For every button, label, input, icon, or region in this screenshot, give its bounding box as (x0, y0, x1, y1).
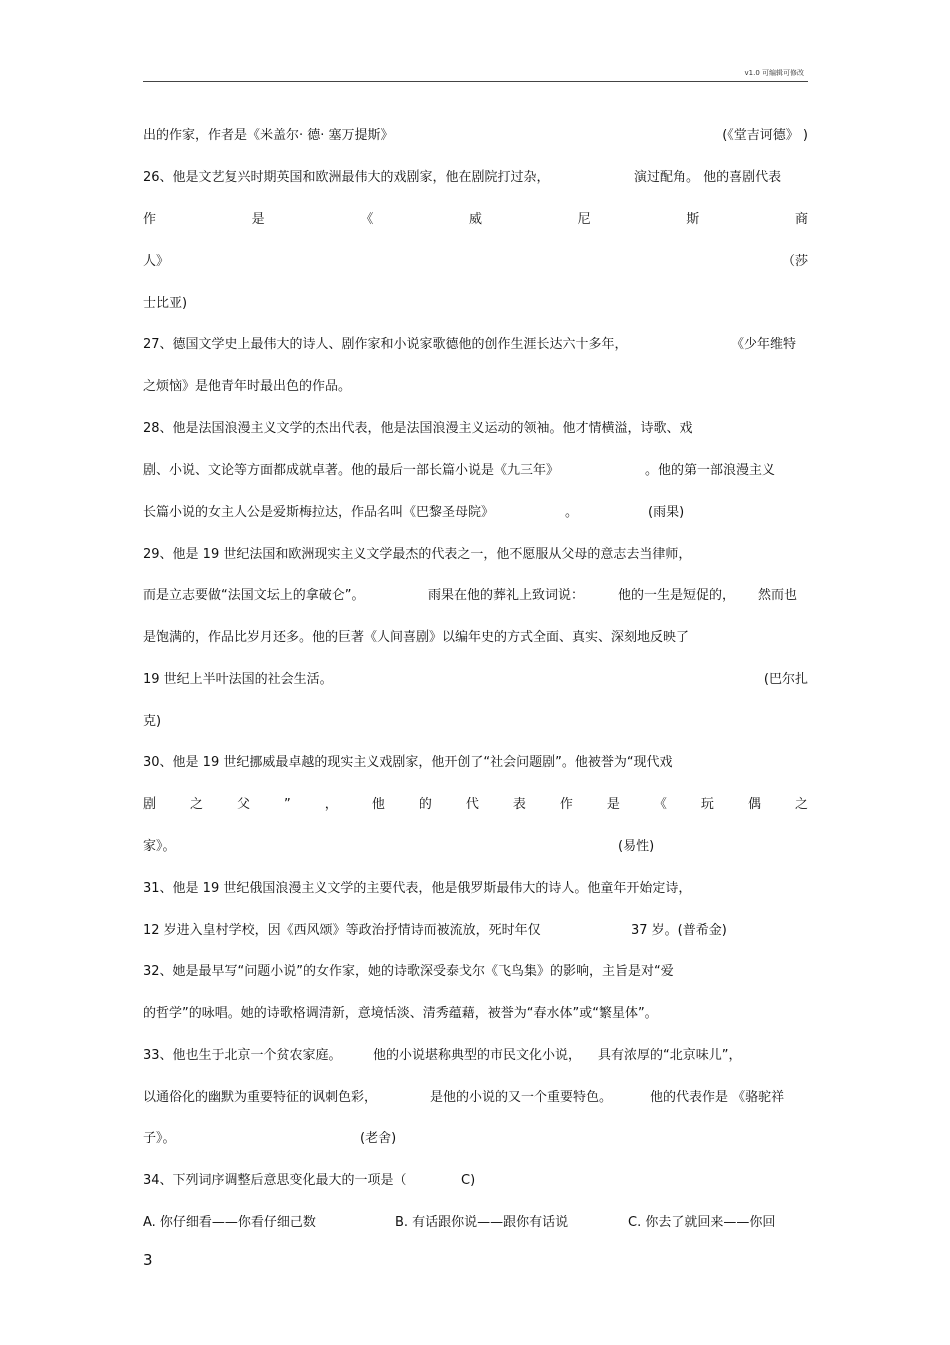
line-text: 34、下列词序调整后意思变化最大的一项是（ (143, 1173, 407, 1188)
text-line (143, 125, 808, 147)
char: 之 (794, 797, 808, 812)
text-line (143, 752, 808, 774)
page-number: 3 (143, 1251, 153, 1269)
text-line (143, 1212, 808, 1234)
text-line (143, 961, 808, 983)
line-text: 19 世纪上半叶法国的社会生活。 (143, 672, 333, 687)
text-line (143, 502, 808, 524)
line-text: 27、德国文学史上最伟大的诗人、剧作家和小说家歌德他的创作生涯长达六十多年， (143, 337, 628, 352)
line-text: 33、他也生于北京一个贫农家庭。 (143, 1048, 342, 1063)
text-line (143, 627, 808, 649)
line-text-cont: 他的小说堪称典型的市民文化小说， (373, 1048, 582, 1063)
char: ” (284, 797, 291, 812)
line-text-cont: 然而也 (758, 588, 798, 603)
line-text-answer: C) (461, 1173, 476, 1188)
text-line (143, 293, 808, 315)
line-text-cont: 是他的小说的又一个重要特色。 (430, 1090, 613, 1105)
line-text: 31、他是 19 世纪俄国浪漫主义文学的主要代表，他是俄罗斯最伟大的诗人。他童年开始定诗， (143, 881, 692, 896)
line-text: 12 岁进入皇村学校，因《西风颂》等政治抒情诗而被流放，死时年仅 (143, 923, 541, 938)
line-text-answer: (雨果) (648, 505, 685, 520)
line-text: 的哲学”的咏唱。她的诗歌格调清新，意境恬淡、清秀蕴藉，被誉为“春水体”或“繁星体”。 (143, 1006, 658, 1021)
text-line (143, 376, 808, 398)
line-text: 30、他是 19 世纪挪威最卓越的现实主义戏剧家，他开创了“社会问题剧”。他被誉为“现代戏 (143, 755, 673, 770)
char: 剧 (143, 797, 157, 812)
text-line (143, 544, 808, 566)
line-text-answer: (老舍) (360, 1131, 397, 1146)
line-text: 32、她是最早写“问题小说”的女作家，她的诗歌深受泰戈尔《飞鸟集》的影响，主旨是对“爱 (143, 964, 674, 979)
line-text-cont: 。他的第一部浪漫主义 (645, 463, 776, 478)
line-text: 人》 (143, 254, 170, 269)
text-line (143, 460, 808, 482)
line-text-answer: (《堂吉诃德》 ) (722, 128, 808, 143)
line-text: 士比亚) (143, 296, 188, 311)
line-text-cont: 雨果在他的葬礼上致词说： (428, 588, 585, 603)
text-line (143, 878, 808, 900)
line-text: 26、他是文艺复兴时期英国和欧洲最伟大的戏剧家，他在剧院打过杂， (143, 170, 550, 185)
text-line (143, 920, 808, 942)
line-text-answer: (易性) (618, 839, 655, 854)
char: 父 (237, 797, 251, 812)
text-line (143, 1170, 808, 1192)
line-text-cont: 。 (565, 505, 579, 520)
char: 作 (559, 797, 573, 812)
line-text: 剧、小说、文论等方面都成就卓著。他的最后一部长篇小说是《九三年》 (143, 463, 560, 478)
line-text-cont: 他的代表作是 《骆驼祥 (650, 1090, 785, 1105)
text-line-justified (143, 794, 808, 816)
char: 代 (465, 797, 479, 812)
text-line (143, 167, 808, 189)
text-line (143, 251, 808, 273)
text-line (143, 418, 808, 440)
line-text: 长篇小说的女主人公是爱斯梅拉达，作品名叫《巴黎圣母院》 (143, 505, 495, 520)
line-text: 克) (143, 714, 162, 729)
char: 的 (418, 797, 432, 812)
text-line (143, 669, 808, 691)
text-line-justified (143, 209, 808, 231)
char: 表 (512, 797, 526, 812)
line-text-cont: 《少年维特 (731, 337, 797, 352)
line-text: 以通俗化的幽默为重要特征的讽刺色彩， (143, 1090, 378, 1105)
line-text: 出的作家，作者是《米盖尔· 德· 塞万提斯》 (143, 128, 394, 143)
char: 《 (360, 212, 374, 227)
char: 偶 (747, 797, 761, 812)
text-line (143, 1087, 808, 1109)
text-line (143, 1128, 808, 1150)
line-text: 29、他是 19 世纪法国和欧洲现实主义文学最杰的代表之一，他不愿服从父母的意志去当律师， (143, 547, 692, 562)
line-text-answer: (巴尔扎 (763, 672, 808, 687)
line-text-cont: 他的一生是短促的， (618, 588, 736, 603)
text-line (143, 1045, 808, 1067)
char: 作 (143, 212, 157, 227)
line-text: 之烦恼》是他青年时最出色的作品。 (143, 379, 352, 394)
text-line (143, 711, 808, 733)
version-label: v1.0 可编辑可修改 (744, 69, 804, 77)
line-text-answer: （莎 (781, 254, 808, 269)
char: 是 (251, 212, 265, 227)
header-rule (143, 81, 808, 82)
text-line (143, 1003, 808, 1025)
char: 威 (468, 212, 482, 227)
char: 尼 (577, 212, 591, 227)
char: 斯 (686, 212, 700, 227)
line-text-cont: 演过配角。 他的喜剧代表 (634, 170, 782, 185)
option-b: B. 有话跟你说——跟你有话说 (395, 1215, 569, 1230)
text-line (143, 334, 808, 356)
char: 《 (653, 797, 667, 812)
line-text: 而是立志要做“法国文坛上的拿破仑”。 (143, 588, 365, 603)
line-text-cont: 37 岁。(普希金) (631, 923, 727, 938)
option-c: C. 你去了就回来——你回 (628, 1215, 776, 1230)
char: ， (324, 797, 338, 812)
option-a: A. 你仔细看——你看仔细己数 (143, 1215, 316, 1230)
line-text-cont: 具有浓厚的“北京味儿”， (598, 1048, 742, 1063)
line-text: 子》。 (143, 1131, 176, 1146)
char: 商 (794, 212, 808, 227)
char: 玩 (700, 797, 714, 812)
char: 他 (371, 797, 385, 812)
line-text: 是饱满的，作品比岁月还多。他的巨著《人间喜剧》以编年史的方式全面、真实、深刻地反映了 (143, 630, 690, 645)
char: 之 (190, 797, 204, 812)
text-line (143, 585, 808, 607)
char: 是 (606, 797, 620, 812)
line-text: 28、他是法国浪漫主义文学的杰出代表，他是法国浪漫主义运动的领袖。他才情横溢，诗歌、戏 (143, 421, 693, 436)
text-line (143, 836, 808, 858)
line-text: 家》。 (143, 839, 176, 854)
